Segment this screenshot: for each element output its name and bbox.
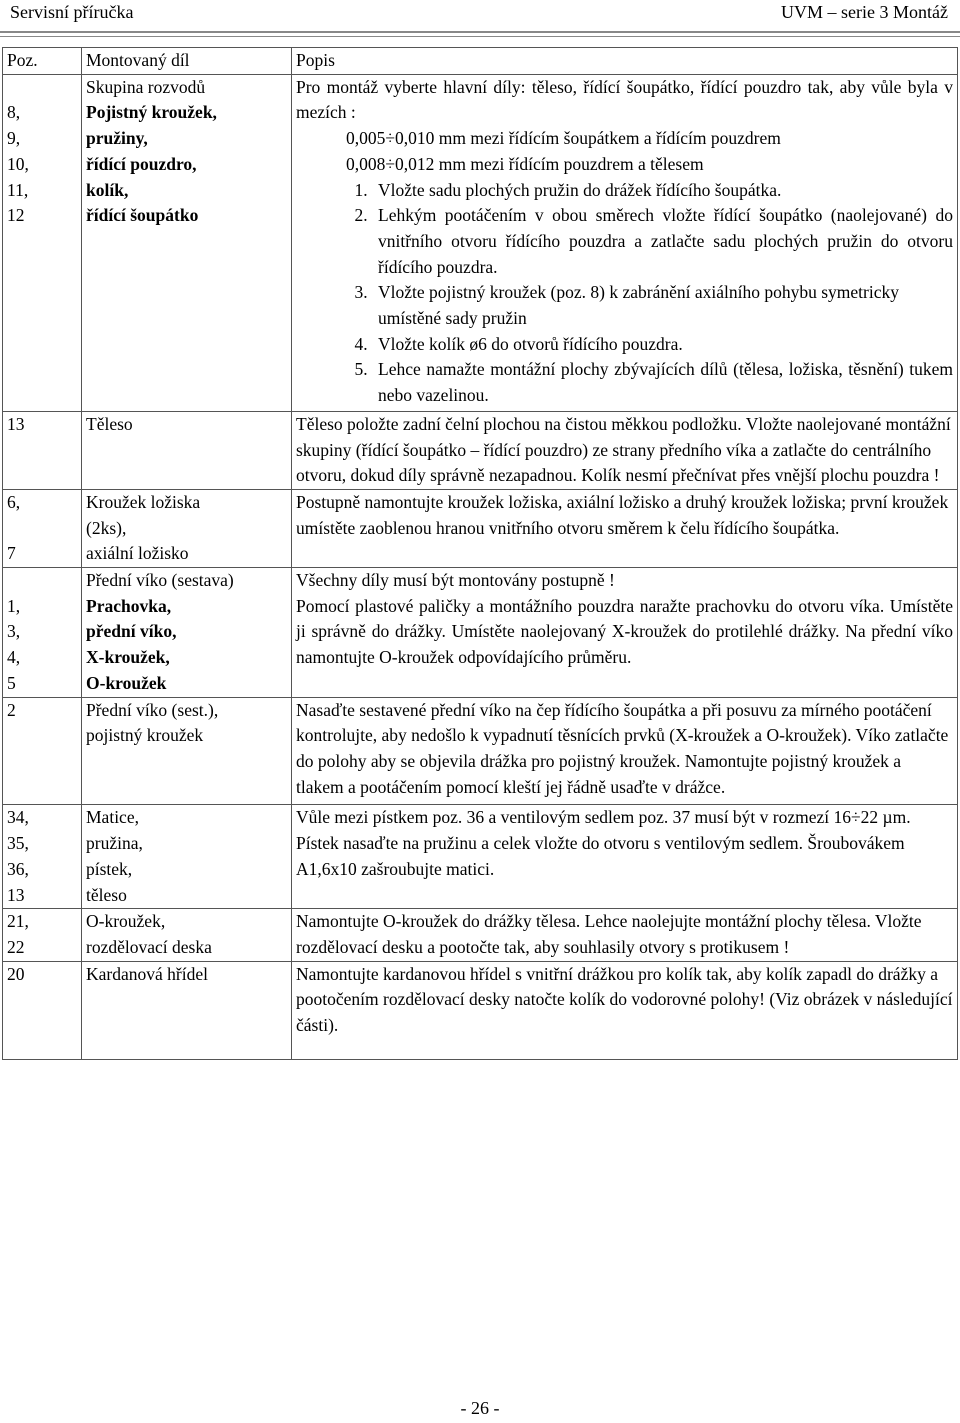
column-header-description: Popis bbox=[292, 48, 958, 75]
table-row bbox=[3, 74, 958, 411]
tolerance-line-2: 0,008÷0,012 mm mezi řídícím pouzdrem a tělesem bbox=[346, 153, 704, 174]
assembly-table bbox=[2, 47, 958, 1060]
row-position: 1, 3, 4, 5 bbox=[3, 568, 82, 698]
column-header-position: Poz. bbox=[3, 48, 82, 75]
row-part: Matice, pružina, pístek, těleso bbox=[82, 805, 292, 909]
assembly-steps bbox=[296, 178, 953, 409]
part-group-title: Přední víko (sestava) bbox=[86, 570, 234, 591]
row-part: Těleso bbox=[82, 411, 292, 489]
row-description: Namontujte kardanovou hřídel s vnitřní drážkou pro kolík tak, aby kolík zapadl do drážky a pootočením rozdělovací desky natočte kolík do vodorovné polohy! (Viz obrázek v následující části). bbox=[292, 961, 958, 1059]
row-part bbox=[82, 74, 292, 411]
table-row bbox=[3, 489, 958, 567]
table-row bbox=[3, 909, 958, 961]
row-position: 13 bbox=[3, 411, 82, 489]
step-item: 1. Vložte sadu plochých pružin do drážek řídícího šoupátka. bbox=[372, 178, 953, 204]
row-part: Kardanová hřídel bbox=[82, 961, 292, 1059]
step-item: 5. Lehce namažte montážní plochy zbývajících dílů (tělesa, ložiska, těsnění) tukem nebo vazelinou. bbox=[372, 357, 953, 408]
table-row bbox=[3, 805, 958, 909]
table-row bbox=[3, 697, 958, 805]
column-header-part: Montovaný díl bbox=[82, 48, 292, 75]
row-part bbox=[82, 568, 292, 698]
tolerance-line-1: 0,005÷0,010 mm mezi řídícím šoupátkem a řídícím pouzdrem bbox=[346, 128, 781, 149]
row-description bbox=[292, 568, 958, 698]
row-position: 21, 22 bbox=[3, 909, 82, 961]
page-header bbox=[0, 0, 960, 28]
step-item: 2. Lehkým pootáčením v obou směrech vložte řídící šoupátko (naolejované) do vnitřního otvoru řídícího pouzdra a zatlačte sadu plochých pružin do otvoru řídícího pouzdra. bbox=[372, 203, 953, 280]
part-list: Pojistný kroužek, pružiny, řídící pouzdro, kolík, řídící šoupátko bbox=[86, 102, 217, 226]
row-position: 6, 7 bbox=[3, 489, 82, 567]
row-part: Přední víko (sest.), pojistný kroužek bbox=[82, 697, 292, 805]
position-numbers: 8, 9, 10, 11, 12 bbox=[7, 102, 29, 226]
row-description: Nasaďte sestavené přední víko na čep řídícího šoupátka a při posuvu za mírného pootáčení kontrolujte, aby nedošlo k vypadnutí těsnících prvků (X-kroužek a O-kroužek). Víko zatlačte do polohy aby se objevila drážka pro pojistný kroužek. Namontujte pojistný kroužek a tlakem a pootáčením pomocí kleští jej řádně usaďte v drážce. bbox=[292, 697, 958, 805]
description-text: Pomocí plastové paličky a montážního pouzdra naražte prachovku do otvoru víka. Umístěte ji správně do drážky. Umístěte naolejovaný X-kroužek do protilehlé drážky. Na přední víko namontujte O-kroužek odpovídajícího průměru. bbox=[296, 595, 953, 668]
row-part: O-kroužek, rozdělovací deska bbox=[82, 909, 292, 961]
description-note: Všechny díly musí být montovány postupně ! bbox=[296, 570, 615, 591]
row-position: 20 bbox=[3, 961, 82, 1059]
row-description: Postupně namontujte kroužek ložiska, axiální ložisko a druhý kroužek ložiska; první kroužek umístěte zaoblenou hranou vnitřního otvoru směrem k čelu řídícího šoupátka. bbox=[292, 489, 958, 567]
table-row bbox=[3, 411, 958, 489]
table-header-row bbox=[3, 48, 958, 75]
header-rule bbox=[0, 31, 960, 33]
header-section-title: UVM – serie 3 Montáž bbox=[781, 2, 948, 22]
row-position: 2 bbox=[3, 697, 82, 805]
description-intro: Pro montáž vyberte hlavní díly: těleso, řídící šoupátko, řídící pouzdro tak, aby vůle byla v mezích : bbox=[296, 76, 953, 123]
row-part: Kroužek ložiska (2ks), axiální ložisko bbox=[82, 489, 292, 567]
row-description: Těleso položte zadní čelní plochou na čistou měkkou podložku. Vložte naolejované montážní skupiny (řídící šoupátko – řídící pouzdro) ze strany předního víka a zatlačte do centrálního otvoru, dokud díly správně nezapadnou. Kolík nesmí přečnívat přes vnější plochu pouzdra ! bbox=[292, 411, 958, 489]
table-row bbox=[3, 961, 958, 1059]
header-manual-title: Servisní příručka bbox=[10, 2, 134, 22]
row-description: Vůle mezi pístkem poz. 36 a ventilovým sedlem poz. 37 musí být v rozmezí 16÷22 µm. Pístek nasaďte na pružinu a celek vložte do otvoru s ventilovým sedlem. Šroubovákem A1,6x10 zašroubujte matici. bbox=[292, 805, 958, 909]
step-item: 4. Vložte kolík ø6 do otvorů řídícího pouzdra. bbox=[372, 332, 953, 358]
step-item: 3. Vložte pojistný kroužek (poz. 8) k zabránění axiálního pohybu symetricky umístěné sady pružin bbox=[372, 280, 953, 331]
row-description: Namontujte O-kroužek do drážky tělesa. Lehce naolejujte montážní plochy tělesa. Vložte rozdělovací desku a pootočte tak, aby souhlasily otvory s protikusem ! bbox=[292, 909, 958, 961]
row-position bbox=[3, 74, 82, 411]
row-description bbox=[292, 74, 958, 411]
row-position: 34, 35, 36, 13 bbox=[3, 805, 82, 909]
table-row bbox=[3, 568, 958, 698]
part-group-title: Skupina rozvodů bbox=[86, 76, 206, 97]
page-number: - 26 - bbox=[460, 1398, 500, 1418]
part-list: Prachovka, přední víko, X-kroužek, O-kroužek bbox=[86, 595, 177, 693]
header-rule-thin bbox=[0, 36, 960, 37]
